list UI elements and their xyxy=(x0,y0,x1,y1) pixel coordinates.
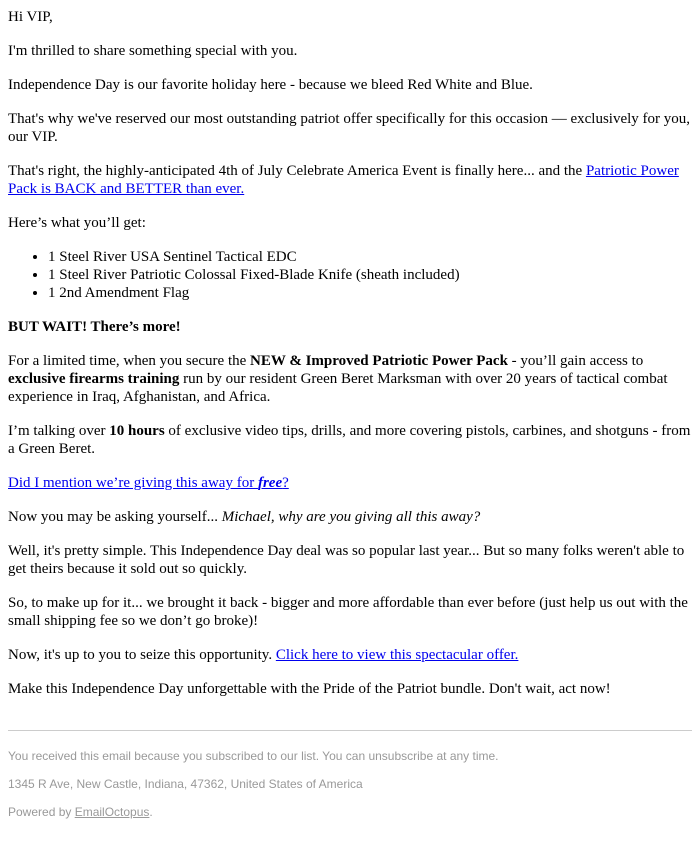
emailoctopus-link[interactable]: EmailOctopus xyxy=(74,805,150,819)
paragraph-talking xyxy=(8,422,692,458)
list-item: • 1 Steel River Patriotic Colossal Fixed-Blade Knife (sheath included) xyxy=(48,266,692,284)
paragraph-event xyxy=(8,162,692,198)
list-item: • 1 Steel River USA Sentinel Tactical EDC xyxy=(48,248,692,266)
talking-text-1: I’m talking over xyxy=(8,423,110,439)
paragraph-make-up: So, to make up for it... we brought it back - bigger and more affordable than ever before (just help us out with the small shipping fee so we don’t go broke)! xyxy=(8,595,688,629)
paragraph-asking xyxy=(8,508,692,526)
powered-by-period: . xyxy=(149,805,153,819)
footer-divider xyxy=(8,730,692,731)
powered-by-text: Powered by xyxy=(8,805,75,819)
asking-text: Now you may be asking yourself... xyxy=(8,509,222,525)
limited-text-3: run by our resident Green Beret Marksman with over 20 years of tactical combat experience in Iraq, Afghanistan, and Africa. xyxy=(8,371,668,405)
paragraph-favorite-holiday: Independence Day is our favorite holiday here - because we bleed Red White and Blue. xyxy=(8,77,533,93)
email-footer xyxy=(8,749,692,819)
limited-text-2: - you’ll gain access to xyxy=(507,353,644,369)
paragraph-simple: Well, it's pretty simple. This Independence Day deal was so popular last year... But so many folks weren't able to get theirs because it sold out so quickly. xyxy=(8,543,685,577)
paragraph-final: Make this Independence Day unforgettable with the Pride of the Patriot bundle. Don't wait, act now! xyxy=(8,681,611,697)
footer-subscribed: You received this email because you subscribed to our list. You can unsubscribe at any time. xyxy=(8,749,499,763)
view-offer-link[interactable]: Click here to view this spectacular offer. xyxy=(275,647,519,663)
talking-text-2: of exclusive video tips, drills, and more covering pistols, carbines, and shotguns - from a Green Beret. xyxy=(8,423,691,457)
paragraph-free xyxy=(8,474,692,492)
free-link[interactable] xyxy=(8,475,289,491)
limited-bold-1: NEW & Improved Patriotic Power Pack xyxy=(250,353,508,369)
talking-bold: 10 hours xyxy=(109,423,165,439)
items-list xyxy=(8,248,692,302)
free-link-end: ? xyxy=(282,475,289,491)
free-link-text: Did I mention we’re giving this away for xyxy=(8,475,258,491)
paragraph-reserved-offer: That's why we've reserved our most outstanding patriot offer specifically for this occasion — exclusively for you, our VIP. xyxy=(8,111,691,145)
footer-address: 1345 R Ave, New Castle, Indiana, 47362, United States of America xyxy=(8,777,363,791)
event-text: That's right, the highly-anticipated 4th of July Celebrate America Event is finally here... and the xyxy=(8,163,586,179)
asking-emphasis: Michael, why are you giving all this away? xyxy=(221,509,481,525)
footer-powered-by xyxy=(8,805,692,819)
list-item: • 1 2nd Amendment Flag xyxy=(48,284,692,302)
paragraph-thrilled: I'm thrilled to share something special with you. xyxy=(8,43,298,59)
seize-text: Now, it's up to you to seize this opportunity. xyxy=(8,647,276,663)
power-pack-link[interactable]: Patriotic Power Pack is BACK and BETTER than ever. xyxy=(8,163,679,197)
limited-text-1: For a limited time, when you secure the xyxy=(8,353,251,369)
paragraph-limited-time xyxy=(8,352,692,406)
limited-bold-2: exclusive firearms training xyxy=(8,371,180,387)
greeting: Hi VIP, xyxy=(8,9,53,25)
paragraph-seize xyxy=(8,646,692,664)
paragraph-heres-what: Here’s what you’ll get: xyxy=(8,215,146,231)
paragraph-but-wait xyxy=(8,318,692,336)
free-link-emphasis: free xyxy=(257,475,283,491)
but-wait-heading: BUT WAIT! There’s more! xyxy=(8,319,181,335)
